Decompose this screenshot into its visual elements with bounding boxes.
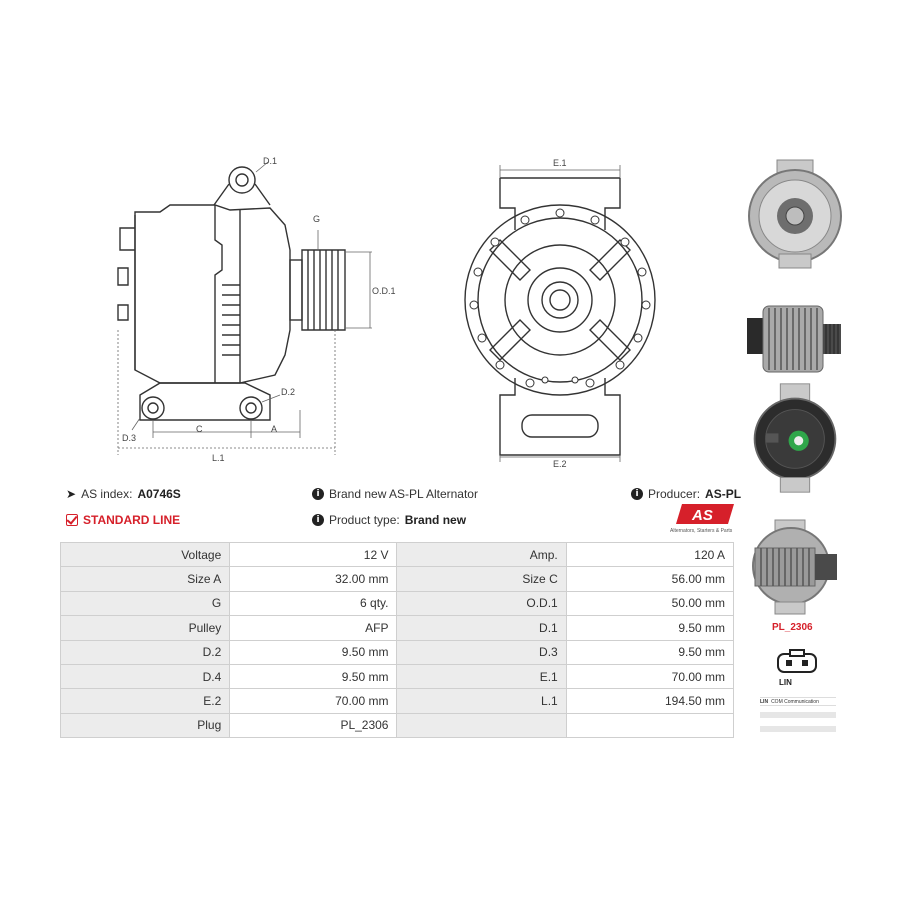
as-index-label: AS index: bbox=[81, 487, 133, 501]
spec-row bbox=[61, 543, 734, 567]
spec-label: D.2 bbox=[61, 640, 230, 664]
label-a: A bbox=[271, 424, 278, 434]
plug-connector-label: LIN bbox=[779, 678, 792, 687]
spec-value: 12 V bbox=[230, 543, 397, 567]
product-photo-side bbox=[745, 285, 845, 397]
product-type-line bbox=[312, 513, 466, 527]
spec-label: D.3 bbox=[397, 640, 566, 664]
com-communication bbox=[760, 697, 836, 706]
spec-row bbox=[61, 591, 734, 615]
info-icon: i bbox=[312, 488, 324, 500]
label-e1: E.1 bbox=[553, 158, 567, 168]
label-d1: D.1 bbox=[263, 156, 278, 166]
producer-line bbox=[631, 487, 741, 501]
spec-label: D.1 bbox=[397, 616, 566, 640]
logo-tagline: Alternators, Starters & Parts bbox=[670, 528, 733, 534]
spec-value: 9.50 mm bbox=[230, 640, 397, 664]
product-photo-angle bbox=[745, 512, 845, 624]
plug-connector-icon bbox=[776, 648, 818, 678]
spec-value: 9.50 mm bbox=[230, 664, 397, 688]
product-type-label: Product type: bbox=[329, 513, 400, 527]
producer-label: Producer: bbox=[648, 487, 701, 501]
placeholder-bar bbox=[760, 712, 836, 718]
spec-label: Size C bbox=[397, 567, 566, 591]
spec-label: G bbox=[61, 591, 230, 615]
spec-value: AFP bbox=[230, 616, 397, 640]
spec-row bbox=[61, 713, 734, 737]
spec-value: 70.00 mm bbox=[566, 664, 733, 688]
spec-row bbox=[61, 640, 734, 664]
spec-value: 50.00 mm bbox=[566, 591, 733, 615]
spec-value: 194.50 mm bbox=[566, 689, 733, 713]
as-index-value: A0746S bbox=[137, 487, 181, 501]
label-d3: D.3 bbox=[122, 433, 137, 443]
spec-label: Size A bbox=[61, 567, 230, 591]
spec-row bbox=[61, 567, 734, 591]
spec-value: 32.00 mm bbox=[230, 567, 397, 591]
spec-value: 9.50 mm bbox=[566, 616, 733, 640]
spec-label: E.2 bbox=[61, 689, 230, 713]
side-view-drawing bbox=[118, 167, 345, 420]
spec-label: L.1 bbox=[397, 689, 566, 713]
spec-label bbox=[397, 713, 566, 737]
front-view-drawing bbox=[465, 178, 655, 455]
as-pl-logo bbox=[668, 502, 738, 534]
com-tag: LIN bbox=[760, 698, 769, 705]
label-l1: L.1 bbox=[212, 453, 225, 463]
spec-value: 6 qty. bbox=[230, 591, 397, 615]
spec-table bbox=[60, 542, 734, 738]
producer-value: AS-PL bbox=[705, 487, 742, 501]
spec-row bbox=[61, 689, 734, 713]
standard-line bbox=[66, 513, 180, 527]
brand-new-label: Brand new AS-PL Alternator bbox=[329, 487, 478, 501]
product-type-value: Brand new bbox=[404, 513, 467, 527]
spec-value: 56.00 mm bbox=[566, 567, 733, 591]
as-index bbox=[66, 487, 181, 501]
spec-label: O.D.1 bbox=[397, 591, 566, 615]
spec-label: Plug bbox=[61, 713, 230, 737]
product-photo-rear bbox=[745, 382, 845, 494]
com-text: COM Communication bbox=[771, 698, 819, 705]
spec-label: Pulley bbox=[61, 616, 230, 640]
spec-value: PL_2306 bbox=[230, 713, 397, 737]
label-od1: O.D.1 bbox=[372, 286, 396, 296]
label-e2: E.2 bbox=[553, 459, 567, 469]
placeholder-bar bbox=[760, 726, 836, 732]
logo-mark: AS bbox=[692, 507, 713, 524]
info-icon: i bbox=[312, 514, 324, 526]
product-photo-front bbox=[745, 158, 845, 270]
spec-value: 120 A bbox=[566, 543, 733, 567]
label-c: C bbox=[196, 424, 203, 434]
plug-code: PL_2306 bbox=[772, 622, 813, 633]
info-icon: i bbox=[631, 488, 643, 500]
label-d2: D.2 bbox=[281, 387, 296, 397]
spec-label: E.1 bbox=[397, 664, 566, 688]
spec-value bbox=[566, 713, 733, 737]
spec-row bbox=[61, 616, 734, 640]
front-view-holes bbox=[470, 209, 650, 387]
tag-icon: ➤ bbox=[66, 487, 77, 501]
spec-row bbox=[61, 664, 734, 688]
standard-line-label: STANDARD LINE bbox=[83, 513, 181, 527]
spec-value: 70.00 mm bbox=[230, 689, 397, 713]
brand-new-line bbox=[312, 487, 478, 501]
checkbox-icon bbox=[66, 514, 78, 526]
spec-label: Amp. bbox=[397, 543, 566, 567]
spec-label: Voltage bbox=[61, 543, 230, 567]
spec-value: 9.50 mm bbox=[566, 640, 733, 664]
label-g: G bbox=[313, 214, 321, 224]
spec-label: D.4 bbox=[61, 664, 230, 688]
